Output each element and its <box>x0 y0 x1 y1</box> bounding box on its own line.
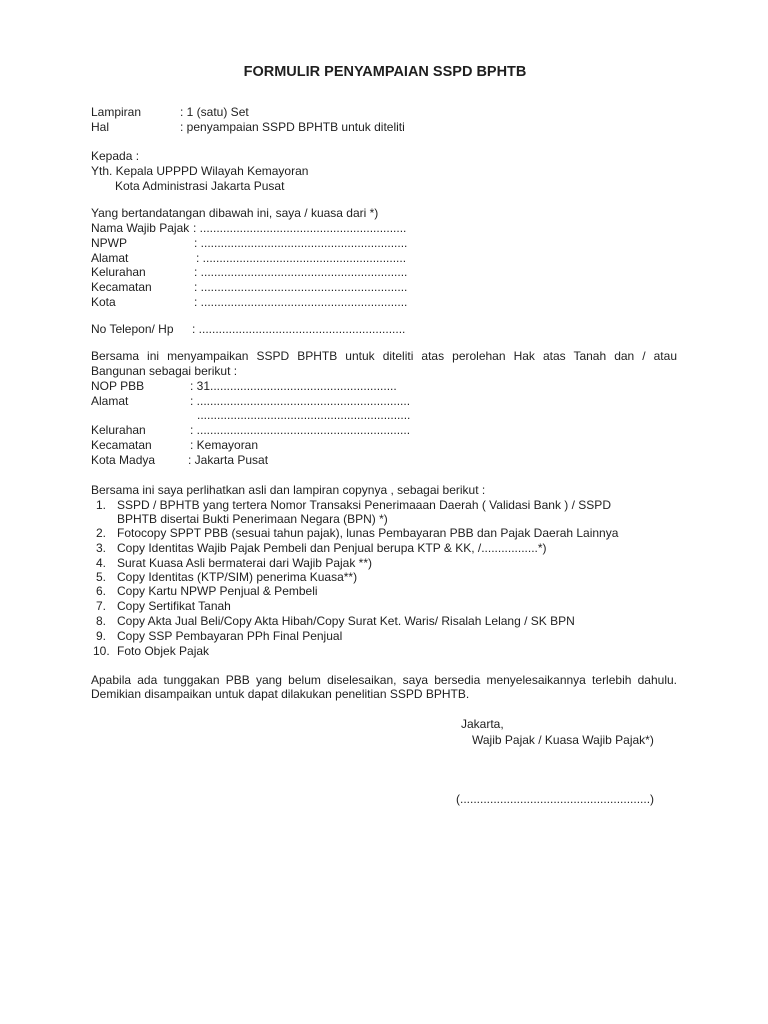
field-value-objek-alamat-continuation: ................................................................ <box>197 408 411 422</box>
list-item-text: Copy Identitas (KTP/SIM) penerima Kuasa**) <box>117 570 358 584</box>
field-value-objek-kecamatan: : Kemayoran <box>190 438 259 452</box>
field-value-kelurahan: : .............................................................. <box>194 265 408 279</box>
list-item-text: Surat Kuasa Asli bermaterai dari Wajib Pajak **) <box>117 556 372 570</box>
hal-value: : penyampaian SSPD BPHTB untuk diteliti <box>180 120 405 134</box>
signature-place: Jakarta, <box>461 717 504 731</box>
attachments-intro: Bersama ini saya perlihatkan asli dan lampiran copynya , sebagai berikut : <box>91 483 486 497</box>
signature-signer: Wajib Pajak / Kuasa Wajib Pajak*) <box>472 733 654 747</box>
field-label-objek-kecamatan: Kecamatan <box>91 438 152 452</box>
field-value-telepon: : .............................................................. <box>192 322 406 336</box>
field-label-kelurahan: Kelurahan <box>91 265 146 279</box>
form-title: FORMULIR PENYAMPAIAN SSPD BPHTB <box>243 64 527 80</box>
field-label-telepon: No Telepon/ Hp <box>91 322 174 336</box>
list-item-text: Copy Kartu NPWP Penjual & Pembeli <box>117 584 318 598</box>
list-item-number: 9. <box>96 629 107 643</box>
closing-line-2: Demikian disampaikan untuk dapat dilakukan penelitian SSPD BPHTB. <box>91 687 470 701</box>
property-intro-line-1: Bersama ini menyampaikan SSPD BPHTB untuk diteliti atas perolehan Hak atas Tanah dan / atau <box>91 349 677 363</box>
field-value-objek-alamat: : ................................................................ <box>190 394 411 408</box>
field-label-objek-kelurahan: Kelurahan <box>91 423 146 437</box>
recipient-line-1: Yth. Kepala UPPPD Wilayah Kemayoran <box>91 164 309 178</box>
list-item-number: 2. <box>96 526 107 540</box>
list-item-text: SSPD / BPHTB yang tertera Nomor Transaksi Penerimaaan Daerah ( Validasi Bank ) / SSPD <box>117 498 611 512</box>
field-label-kota: Kota <box>91 295 116 309</box>
list-item-text-continuation: BPHTB disertai Bukti Penerimaan Negara (BPN) *) <box>117 512 388 526</box>
field-value-kota: : .............................................................. <box>194 295 408 309</box>
list-item-text: Fotocopy SPPT PBB (sesuai tahun pajak), lunas Pembayaran PBB dan Pajak Daerah Lainnya <box>117 526 619 540</box>
kepada-label: Kepada : <box>91 149 140 163</box>
applicant-intro: Yang bertandatangan dibawah ini, saya / kuasa dari *) <box>91 206 379 220</box>
field-value-objek-kelurahan: : ................................................................ <box>190 423 411 437</box>
recipient-line-2: Kota Administrasi Jakarta Pusat <box>115 179 285 193</box>
list-item-number: 4. <box>96 556 107 570</box>
list-item-number: 6. <box>96 584 107 598</box>
field-value-alamat: : ............................................................. <box>196 251 407 265</box>
list-item-text: Copy Akta Jual Beli/Copy Akta Hibah/Copy Surat Ket. Waris/ Risalah Lelang / SK BPN <box>117 614 575 628</box>
field-value-objek-kota-madya: : Jakarta Pusat <box>188 453 269 467</box>
list-item-number: 1. <box>96 498 107 512</box>
field-label-kecamatan: Kecamatan <box>91 280 152 294</box>
field-value-kecamatan: : .............................................................. <box>194 280 408 294</box>
property-intro-line-2: Bangunan sebagai berikut : <box>91 364 238 378</box>
list-item-number: 3. <box>96 541 107 555</box>
field-label-objek-kota-madya: Kota Madya <box>91 453 156 467</box>
list-item-text: Copy Sertifikat Tanah <box>117 599 231 613</box>
list-item-number: 5. <box>96 570 107 584</box>
list-item-text: Copy Identitas Wajib Pajak Pembeli dan Penjual berupa KTP & KK, /.................*) <box>117 541 547 555</box>
field-label-npwp: NPWP <box>91 236 127 250</box>
hal-label: Hal <box>91 120 110 134</box>
field-value-nama-wajib-pajak: : .............................................................. <box>193 221 407 235</box>
field-value-nop-pbb: : 31........................................................ <box>190 379 397 393</box>
field-label-nop-pbb: NOP PBB <box>91 379 145 393</box>
lampiran-value: : 1 (satu) Set <box>180 105 249 119</box>
field-label-alamat: Alamat <box>91 251 129 265</box>
closing-line-1: Apabila ada tunggakan PBB yang belum diselesaikan, saya bersedia menyelesaikannya terlebih dahulu. <box>91 673 677 687</box>
list-item-text: Foto Objek Pajak <box>117 644 210 658</box>
field-label-nama-wajib-pajak: Nama Wajib Pajak <box>91 221 190 235</box>
signature-name-line: (.........................................................) <box>456 792 655 806</box>
list-item-number: 8. <box>96 614 107 628</box>
list-item-number: 7. <box>96 599 107 613</box>
list-item-number: 10. <box>93 644 110 658</box>
field-value-npwp: : .............................................................. <box>194 236 408 250</box>
field-label-objek-alamat: Alamat <box>91 394 129 408</box>
list-item-text: Copy SSP Pembayaran PPh Final Penjual <box>117 629 343 643</box>
lampiran-label: Lampiran <box>91 105 142 119</box>
